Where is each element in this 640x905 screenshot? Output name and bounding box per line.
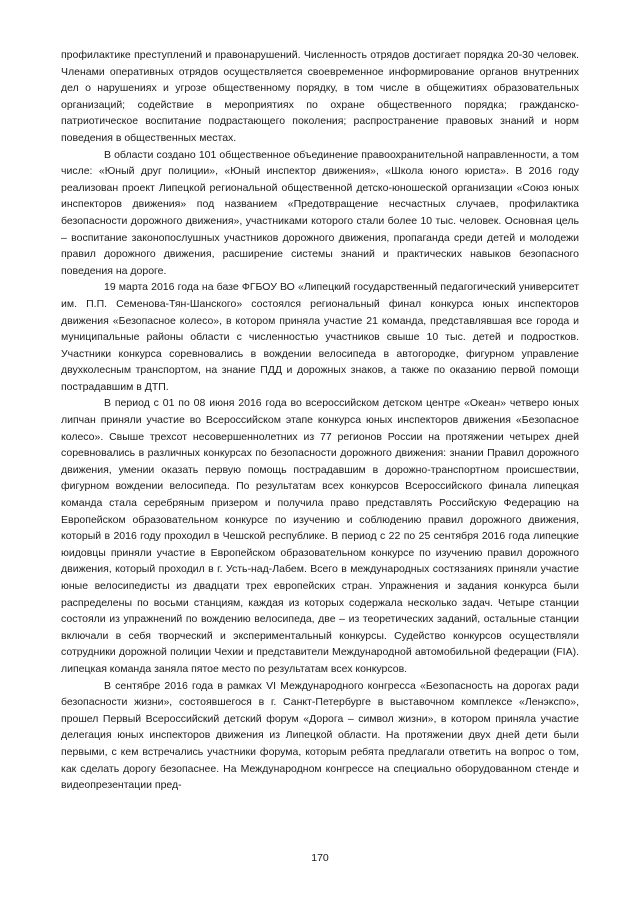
paragraph-4: В период с 01 по 08 июня 2016 года во всероссийском детском центре «Океан» четверо юных липчан приняли участие во Всероссийском этапе конкурса юных инспекторов движения «Безопасное колесо». Свыше трехсот несовершеннолетних из 77 регионов России на протяжении четырех дней соревновались в различных конкурсах по безопасности дорожного движения: знании Правил дорожного движения, умении оказать первую помощь пострадавшим в дорожно-транспортном происшествии, фигурном вождении велосипеда. По результатам всех конкурсов Всероссийского финала липецкая команда стала серебряным призером и получила право представлять Российскую Федерацию на Европейском образовательном конкурсе по изучению и соблюдению правил дорожного движения, который в 2016 году проходил в Чешской республике. В период с 22 по 25 сентября 2016 года липецкие юидовцы приняли участие в Европейском образовательном конкурсе по изучению правил дорожного движения, который проходил в г. Усть-над-Лабем. Всего в международных состязаниях приняли участие юные велосипедисты из двадцати трех европейских стран. Упражнения и задания конкурса были распределены по восьми станциям, каждая из которых содержала несколько задач. Четыре станции состояли из упражнений по вождению велосипеда, две – из теоретических заданий, остальные станции включали в себя творческий и экспериментальный конкурсы. Судейство конкурсов осуществляли сотрудники дорожной полиции Чехии и представители Международной автомобильной федерации (FIA). липецкая команда заняла пятое место по результатам всех конкурсов. — [61, 397, 579, 675]
paragraph-5: В сентябре 2016 года в рамках VI Международного конгресса «Безопасность на дорогах ради безопасности жизни», состоявшегося в г. Санкт-Петербурге в выставочном комплексе «Ленэкспо», прошел Первый Всероссийский детский форум «Дорога – символ жизни», в котором приняла участие делегация юных инспекторов движения из Липецкой области. На протяжении двух дней дети были первыми, с кем встречались участники форума, которым ребята предлагали ответить на вопрос о том, как сделать дорогу безопаснее. На Международном конгрессе на специально оборудованном стенде и видеопрезентации пред- — [61, 679, 579, 792]
paragraph-1: профилактике преступлений и правонарушений. Численность отрядов достигает порядка 20-30 человек. Членами оперативных отрядов осуществляется своевременное информирование органов внутренних дел о нарушениях и угрозе общественному порядку, в том числе в общежитиях образовательных организаций; содействие в мероприятиях по охране общественного порядка; гражданско-патриотическое воспитание подрастающего поколения; распространение правовых знаний и норм поведения в общественных местах. — [61, 49, 579, 144]
body-text — [61, 47, 579, 794]
paragraph-3: 19 марта 2016 года на базе ФГБОУ ВО «Липецкий государственный педагогический университет им. П.П. Семенова-Тян-Шанского» состоялся региональный финал конкурса юных инспекторов движения «Безопасное колесо», в котором приняла участие 21 команда, представлявшая все города и муниципальные районы области с численностью участников свыше 10 тыс. детей и подростков. Участники конкурса соревновались в вождении велосипеда в автогородке, фигурном управление двухколесным транспортом, на знание ПДД и дорожных знаков, а также по оказанию первой помощи пострадавшим в ДТП. — [61, 281, 579, 393]
page-number: 170 — [311, 852, 329, 864]
paragraph-2: В области создано 101 общественное объединение правоохранительной направленности, а том числе: «Юный друг полиции», «Юный инспектор движения», «Школа юного юриста». В 2016 году реализован проект Липецкой региональной общественной детско-юношеской организации «Союз юных инспекторов движения» под названием «Предотвращение несчастных случаев, профилактика безопасности дорожного движения», участниками которого стали более 10 тыс. человек. Основная цель – воспитание законопослушных участников дорожного движения, пропаганда среди детей и молодежи правил дорожного движения, расширение системы знаний и практических навыков безопасного поведения на дороге. — [61, 148, 579, 277]
